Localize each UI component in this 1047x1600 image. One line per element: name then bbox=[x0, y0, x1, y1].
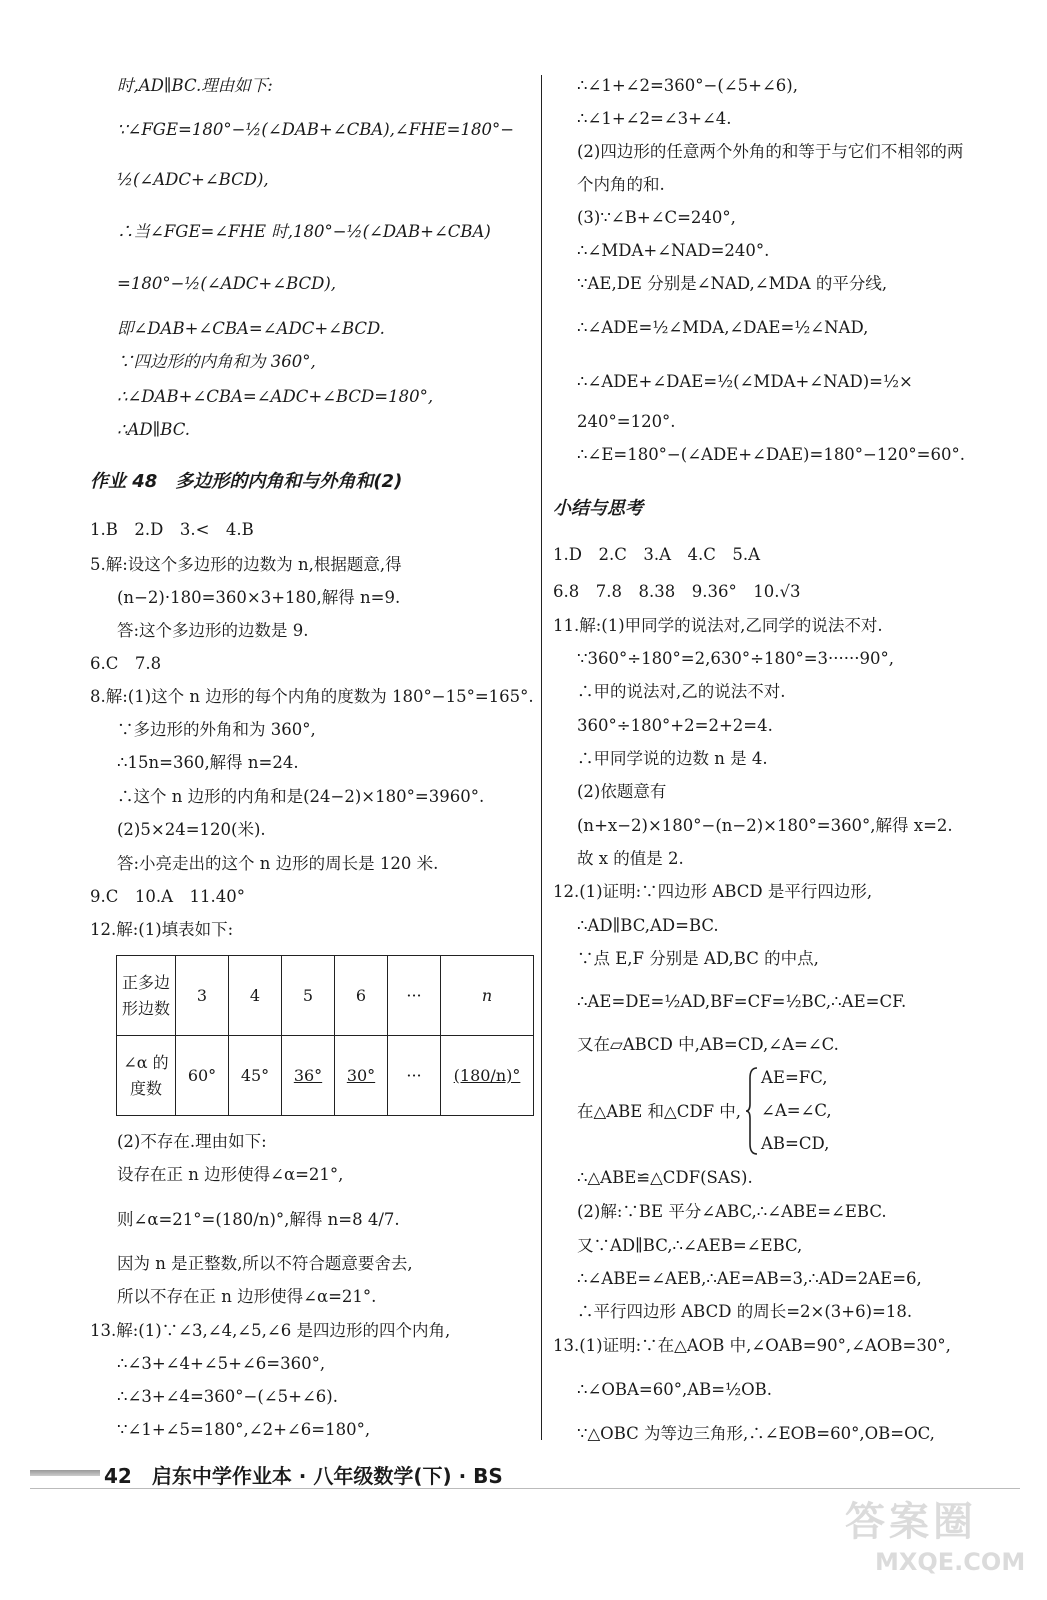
table-cell: 6 bbox=[335, 956, 388, 1036]
answer-line: 答:这个多边形的边数是 9. bbox=[117, 621, 309, 640]
text-line: ∴∠DAB+∠CBA=∠ADC+∠BCD=180°, bbox=[117, 387, 434, 406]
answer-line: 360°÷180°+2=2+2=4. bbox=[577, 716, 773, 735]
text-line: ∴AD∥BC. bbox=[117, 420, 190, 439]
answer-line: 12.(1)证明:∵四边形 ABCD 是平行四边形, bbox=[553, 882, 873, 901]
answer-line: ∴这个 n 边形的内角和是(24−2)×180°=3960°. bbox=[117, 787, 485, 806]
table-header-cell bbox=[117, 1036, 176, 1116]
answer-line: ∴∠ADE=½∠MDA,∠DAE=½∠NAD, bbox=[577, 318, 869, 337]
table-cell: ··· bbox=[388, 1036, 441, 1116]
table-cell: 5 bbox=[282, 956, 335, 1036]
brace-line: AB=CD, bbox=[761, 1134, 830, 1153]
brace-icon bbox=[745, 1066, 759, 1156]
cell-text: 正多边 bbox=[121, 972, 170, 992]
answer-line: (2)解:∵BE 平分∠ABC,∴∠ABE=∠EBC. bbox=[577, 1202, 887, 1221]
section-heading: 小结与思考 bbox=[553, 498, 643, 519]
answer-line: 13.(1)证明:∵在△AOB 中,∠OAB=90°,∠AOB=30°, bbox=[553, 1336, 951, 1355]
answer-line: 8.解:(1)这个 n 边形的每个内角的度数为 180°−15°=165°. bbox=[90, 687, 534, 706]
page-footer: 42 启东中学作业本 · 八年级数学(下) · BS bbox=[104, 1464, 503, 1488]
answer-line: 因为 n 是正整数,所以不符合题意要舍去, bbox=[117, 1254, 413, 1273]
text-line: ∵四边形的内角和为 360°, bbox=[117, 352, 316, 371]
answer-line: ∵点 E,F 分别是 AD,BC 的中点, bbox=[577, 949, 819, 968]
answer-line: (2)依题意有 bbox=[577, 782, 667, 801]
answer-line: ∴AD∥BC,AD=BC. bbox=[577, 916, 719, 935]
section-heading: 作业 48 多边形的内角和与外角和(2) bbox=[90, 471, 403, 492]
answer-line: ∴∠ABE=∠AEB,∴AE=AB=3,∴AD=2AE=6, bbox=[577, 1269, 922, 1288]
table-row bbox=[117, 1036, 534, 1116]
text-line: =180°−½(∠ADC+∠BCD), bbox=[117, 274, 337, 293]
answer-line: ∴△ABE≌△CDF(SAS). bbox=[577, 1168, 753, 1187]
answer-line: ∴∠3+∠4+∠5+∠6=360°, bbox=[117, 1354, 326, 1373]
table-cell: ··· bbox=[388, 956, 441, 1036]
table-cell: 3 bbox=[176, 956, 229, 1036]
answer-line: 240°=120°. bbox=[577, 412, 676, 431]
text-line: ∵∠FGE=180°−½(∠DAB+∠CBA),∠FHE=180°− bbox=[117, 120, 515, 139]
cell-text: 形边数 bbox=[121, 998, 170, 1018]
answer-line: 又在▱ABCD 中,AB=CD,∠A=∠C. bbox=[577, 1035, 839, 1054]
answer-line: (2)四边形的任意两个外角的和等于与它们不相邻的两 bbox=[577, 142, 964, 161]
brace-line: AE=FC, bbox=[761, 1068, 828, 1087]
answer-line: (n+x−2)×180°−(n−2)×180°=360°,解得 x=2. bbox=[577, 816, 953, 835]
polygon-table bbox=[116, 955, 534, 1116]
answer-line: 6.8 7.8 8.38 9.36° 10.√3 bbox=[553, 582, 801, 601]
table-cell: 36° bbox=[282, 1036, 335, 1116]
answer-line: 答:小亮走出的这个 n 边形的周长是 120 米. bbox=[117, 854, 439, 873]
answer-line: ∵∠1+∠5=180°,∠2+∠6=180°, bbox=[117, 1420, 371, 1439]
answer-line: ∴∠1+∠2=360°−(∠5+∠6), bbox=[577, 76, 798, 95]
text-line: ∴当∠FGE=∠FHE 时,180°−½(∠DAB+∠CBA) bbox=[117, 222, 491, 241]
table-cell: 30° bbox=[335, 1036, 388, 1116]
answer-line: 6.C 7.8 bbox=[90, 654, 162, 673]
text-line: ½(∠ADC+∠BCD), bbox=[117, 170, 269, 189]
brace-prefix: 在△ABE 和△CDF 中, bbox=[577, 1102, 742, 1121]
answer-line: 设存在正 n 边形使得∠α=21°, bbox=[117, 1165, 344, 1184]
answer-line: ∴∠3+∠4=360°−(∠5+∠6). bbox=[117, 1387, 338, 1406]
answer-line: ∴甲的说法对,乙的说法不对. bbox=[577, 682, 786, 701]
table-row bbox=[117, 956, 534, 1036]
answer-line: 故 x 的值是 2. bbox=[577, 849, 684, 868]
answer-line: (2)5×24=120(米). bbox=[117, 820, 266, 839]
answer-line: ∵多边形的外角和为 360°, bbox=[117, 720, 316, 739]
answer-line: 12.解:(1)填表如下: bbox=[90, 920, 234, 939]
footer-rule bbox=[30, 1488, 1020, 1489]
watermark-logo bbox=[845, 1490, 1035, 1590]
answer-line: 1.B 2.D 3.< 4.B bbox=[90, 520, 254, 539]
footer-decoration bbox=[30, 1470, 100, 1476]
answer-line: 所以不存在正 n 边形使得∠α=21°. bbox=[117, 1287, 377, 1306]
answer-line: ∴平行四边形 ABCD 的周长=2×(3+6)=18. bbox=[577, 1302, 913, 1321]
answer-line: 又∵AD∥BC,∴∠AEB=∠EBC, bbox=[577, 1236, 803, 1255]
answer-line: ∴∠ADE+∠DAE=½(∠MDA+∠NAD)=½× bbox=[577, 372, 913, 391]
answer-line: 个内角的和. bbox=[577, 175, 665, 194]
answer-line: ∴∠MDA+∠NAD=240°. bbox=[577, 241, 770, 260]
answer-line: ∵360°÷180°=2,630°÷180°=3······90°, bbox=[577, 649, 894, 668]
answer-line: ∵△OBC 为等边三角形,∴∠EOB=60°,OB=OC, bbox=[577, 1424, 935, 1443]
answer-line: (n−2)·180=360×3+180,解得 n=9. bbox=[117, 588, 401, 607]
answer-line: (3)∵∠B+∠C=240°, bbox=[577, 208, 736, 227]
cell-text: 度数 bbox=[129, 1078, 162, 1098]
answer-line: 9.C 10.A 11.40° bbox=[90, 887, 246, 906]
text-line: 时,AD∥BC.理由如下: bbox=[117, 76, 273, 95]
watermark-text: 答案圈 bbox=[845, 1499, 977, 1545]
brace-line: ∠A=∠C, bbox=[761, 1101, 832, 1120]
answer-line: ∴∠E=180°−(∠ADE+∠DAE)=180°−120°=60°. bbox=[577, 445, 965, 464]
answer-line: ∵AE,DE 分别是∠NAD,∠MDA 的平分线, bbox=[577, 274, 888, 293]
column-divider bbox=[541, 75, 542, 1440]
watermark-url: MXQE.COM bbox=[875, 1548, 1026, 1576]
answer-line: 1.D 2.C 3.A 4.C 5.A bbox=[553, 545, 761, 564]
answer-line: 11.解:(1)甲同学的说法对,乙同学的说法不对. bbox=[553, 616, 883, 635]
table-cell: n bbox=[441, 956, 534, 1036]
text-line: 即∠DAB+∠CBA=∠ADC+∠BCD. bbox=[117, 319, 385, 338]
answer-line: ∴甲同学说的边数 n 是 4. bbox=[577, 749, 768, 768]
table-cell: 45° bbox=[229, 1036, 282, 1116]
answer-line: 13.解:(1)∵∠3,∠4,∠5,∠6 是四边形的四个内角, bbox=[90, 1321, 451, 1340]
answer-line: ∴AE=DE=½AD,BF=CF=½BC,∴AE=CF. bbox=[577, 992, 907, 1011]
answer-line: 则∠α=21°=(180/n)°,解得 n=8 4/7. bbox=[117, 1210, 400, 1229]
answer-line: ∴15n=360,解得 n=24. bbox=[117, 753, 299, 772]
answer-line: ∴∠OBA=60°,AB=½OB. bbox=[577, 1380, 772, 1399]
table-cell: (180/n)° bbox=[441, 1036, 534, 1116]
answer-line: 5.解:设这个多边形的边数为 n,根据题意,得 bbox=[90, 555, 402, 574]
table-header-cell bbox=[117, 956, 176, 1036]
table-cell: 60° bbox=[176, 1036, 229, 1116]
answer-line: (2)不存在.理由如下: bbox=[117, 1132, 267, 1151]
table-cell: 4 bbox=[229, 956, 282, 1036]
answer-line: ∴∠1+∠2=∠3+∠4. bbox=[577, 109, 732, 128]
cell-text: ∠α 的 bbox=[123, 1052, 169, 1072]
